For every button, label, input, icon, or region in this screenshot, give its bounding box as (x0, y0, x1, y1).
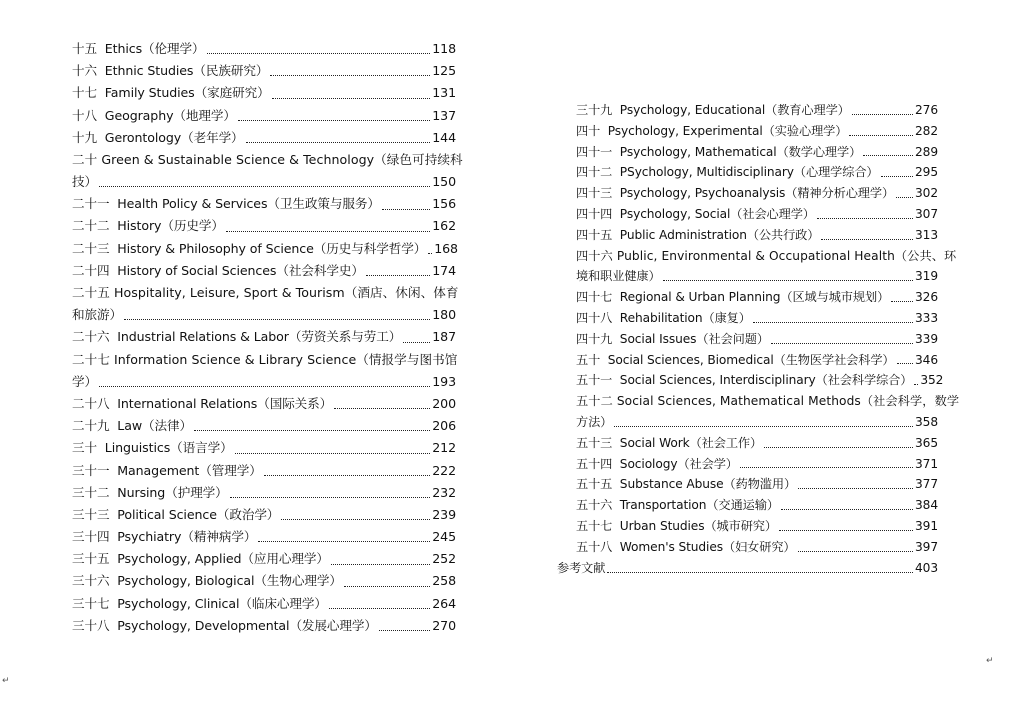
toc-entry-page-number: 245 (432, 529, 456, 545)
toc-entry-label: 四十八 Rehabilitation（康复） (576, 310, 751, 325)
toc-entry-page-number: 365 (915, 435, 938, 450)
toc-entry-page-number: 212 (432, 440, 456, 456)
toc-entry[interactable] (72, 193, 456, 215)
dot-leader (258, 541, 430, 542)
dot-leader (264, 475, 431, 476)
toc-entry[interactable] (72, 260, 456, 282)
toc-entry-page-number: 319 (915, 269, 938, 284)
toc-entry[interactable] (576, 350, 938, 371)
toc-entry-page-number: 384 (915, 498, 938, 513)
toc-entry-page-number: 403 (915, 561, 938, 575)
dot-leader (663, 280, 913, 281)
toc-entry-page-number: 289 (915, 144, 938, 159)
toc-entry-wrapped-line: 五十二 Social Sciences, Mathematical Methods（社会科学，数学 (576, 394, 960, 409)
dot-leader (798, 488, 913, 489)
toc-entry[interactable] (72, 304, 456, 326)
toc-entry-page-number: 302 (915, 186, 938, 201)
toc-entry-page-number: 307 (915, 206, 938, 221)
toc-entry-page-number: 200 (432, 395, 456, 411)
toc-entry-label: 五十四 Sociology（社会学） (576, 456, 738, 471)
toc-entry-label: 三十三 Political Science（政治学） (72, 506, 280, 522)
toc-entry-label: 三十一 Management（管理学） (72, 462, 262, 478)
toc-entry[interactable] (576, 308, 938, 329)
toc-entry[interactable] (576, 287, 938, 308)
dot-leader (99, 186, 430, 187)
toc-entry-label: 三十六 Psychology, Biological（生物心理学） (72, 573, 342, 589)
toc-entry-label: 方法） (576, 414, 613, 429)
toc-entry-page-number: 187 (432, 329, 456, 345)
toc-entry-label: 四十一 Psychology, Mathematical（数学心理学） (576, 144, 862, 159)
toc-entry[interactable] (576, 225, 938, 246)
toc-entry[interactable] (576, 474, 938, 495)
toc-entry-label: 五十一 Social Sciences, Interdisciplinary（社会科学综合） (576, 373, 913, 388)
toc-entry-page-number: 397 (915, 539, 938, 554)
dot-leader (821, 239, 913, 240)
dot-leader (379, 630, 430, 631)
toc-entry[interactable] (72, 393, 456, 415)
dot-leader (238, 120, 430, 121)
toc-entry-label: 技） (72, 174, 97, 190)
toc-entry-label: 五十六 Transportation（交通运输） (576, 498, 779, 513)
toc-entry-references[interactable] (557, 558, 938, 579)
toc-entry[interactable] (72, 326, 456, 348)
dot-leader (194, 430, 430, 431)
toc-entry-page-number: 313 (915, 227, 938, 242)
toc-entry-label: 三十八 Psychology, Developmental（发展心理学） (72, 617, 377, 633)
toc-entry[interactable] (72, 615, 456, 637)
dot-leader (281, 519, 430, 520)
toc-entry[interactable] (576, 121, 938, 142)
toc-entry-page-number: 162 (432, 218, 456, 234)
dot-leader (124, 319, 430, 320)
toc-entry-label: 十八 Geography（地理学） (72, 107, 236, 123)
toc-entry[interactable] (576, 537, 938, 558)
toc-entry-label: 境和职业健康） (576, 269, 661, 284)
toc-entry[interactable] (72, 526, 456, 548)
dot-leader (270, 75, 430, 76)
toc-entry-page-number: 131 (432, 85, 456, 101)
toc-entry-label: 五十五 Substance Abuse（药物滥用） (576, 477, 797, 492)
toc-entry-page-number: 174 (432, 262, 456, 278)
toc-entry[interactable] (576, 162, 938, 183)
dot-leader (235, 453, 431, 454)
toc-entry-page-number: 270 (432, 617, 456, 633)
toc-entry[interactable] (72, 171, 456, 193)
toc-entry-page-number: 352 (920, 373, 944, 388)
dot-leader (863, 155, 913, 156)
references-entry-container (557, 558, 938, 579)
toc-entry-page-number: 252 (432, 551, 456, 567)
dot-leader (914, 384, 918, 385)
toc-entry-wrapped-line: 四十六 Public, Environmental & Occupational Health（公共、环 (576, 248, 957, 263)
toc-entry[interactable] (576, 183, 938, 204)
toc-entry-page-number: 346 (915, 352, 938, 367)
dot-leader (207, 53, 431, 54)
toc-entry-page-number: 206 (432, 418, 456, 434)
dot-leader (740, 467, 913, 468)
dot-leader (798, 551, 914, 552)
toc-entry-page-number: 193 (432, 373, 456, 389)
toc-entry-page-number: 222 (432, 462, 456, 478)
dot-leader (99, 386, 430, 387)
toc-entry-page-number: 391 (915, 518, 938, 533)
toc-entry[interactable] (72, 460, 456, 482)
toc-entry-label: 二十二 History（历史学） (72, 218, 224, 234)
toc-entry-label: 二十一 Health Policy & Services（卫生政策与服务） (72, 196, 380, 212)
toc-entry-label: 四十三 Psychology, Psychoanalysis（精神分析心理学） (576, 186, 895, 201)
toc-entry-label: 学） (72, 373, 97, 389)
dot-leader (896, 197, 913, 198)
toc-entry[interactable] (72, 238, 456, 260)
dot-leader (781, 509, 913, 510)
dot-leader (246, 142, 431, 143)
toc-entry-label: 四十二 PSychology, Multidisciplinary（心理学综合） (576, 165, 879, 180)
toc-entry[interactable] (72, 482, 456, 504)
toc-entry[interactable] (72, 571, 456, 593)
toc-entry-label: 和旅游） (72, 307, 122, 323)
dot-leader (403, 342, 430, 343)
toc-entry[interactable] (576, 370, 944, 391)
dot-leader (891, 301, 913, 302)
dot-leader (817, 218, 913, 219)
dot-leader (230, 497, 431, 498)
toc-entry-page-number: 137 (432, 107, 456, 123)
toc-entry-label: 五十七 Urban Studies（城市研究） (576, 518, 777, 533)
toc-entry-label: 四十 Psychology, Experimental（实验心理学） (576, 123, 848, 138)
toc-entry-label: 十九 Gerontology（老年学） (72, 129, 244, 145)
dot-leader (852, 114, 913, 115)
dot-leader (344, 586, 430, 587)
toc-entry-label: 二十四 History of Social Sciences（社会科学史） (72, 262, 364, 278)
toc-entry[interactable] (72, 548, 456, 570)
paragraph-mark-icon: ↵ (2, 676, 10, 686)
toc-entry-page-number: 377 (915, 477, 938, 492)
toc-entry[interactable] (72, 371, 456, 393)
toc-entry[interactable] (576, 204, 938, 225)
toc-entry[interactable] (576, 329, 938, 350)
toc-entry-label: 四十七 Regional & Urban Planning（区域与城市规划） (576, 290, 890, 305)
toc-entry-label: 三十九 Psychology, Educational（教育心理学） (576, 103, 850, 117)
dot-leader (897, 363, 914, 364)
toc-entry[interactable] (72, 216, 456, 238)
toc-entry-page-number: 282 (915, 123, 938, 138)
toc-entry-label: 三十七 Psychology, Clinical（临床心理学） (72, 595, 327, 611)
toc-entry[interactable] (576, 142, 938, 163)
toc-entry-label: 十七 Family Studies（家庭研究） (72, 85, 270, 101)
dot-leader (614, 426, 913, 427)
toc-entry[interactable] (576, 266, 938, 287)
toc-entry-label: 四十五 Public Administration（公共行政） (576, 227, 820, 242)
toc-left-column (72, 38, 463, 637)
toc-entry[interactable] (72, 437, 456, 459)
toc-entry-label: 十五 Ethics（伦理学） (72, 40, 205, 56)
toc-entry[interactable] (72, 82, 456, 104)
toc-entry-wrapped-line: 二十五 Hospitality, Leisure, Sport & Tourism（酒店、休闲、体育 (72, 285, 459, 301)
dot-leader (764, 447, 913, 448)
toc-entry-label: 三十 Linguistics（语言学） (72, 440, 233, 456)
toc-entry[interactable] (72, 38, 456, 60)
toc-entry-page-number: 295 (915, 165, 938, 180)
toc-entry-page-number: 371 (915, 456, 938, 471)
toc-entry[interactable] (576, 495, 938, 516)
toc-entry[interactable] (72, 105, 456, 127)
dot-leader (771, 343, 913, 344)
dot-leader (329, 608, 430, 609)
toc-entry-page-number: 358 (915, 414, 938, 429)
toc-entry[interactable] (576, 454, 938, 475)
toc-entry-wrapped-line: 二十 Green & Sustainable Science & Technology（绿色可持续科 (72, 151, 463, 167)
toc-entry-page-number: 156 (432, 196, 456, 212)
toc-entry-label: 二十九 Law（法律） (72, 418, 192, 434)
dot-leader (272, 98, 431, 99)
dot-leader (881, 176, 914, 177)
dot-leader (428, 253, 432, 254)
toc-entry-page-number: 150 (432, 174, 456, 190)
dot-leader (334, 408, 430, 409)
dot-leader (849, 135, 913, 136)
toc-entry-label: 四十九 Social Issues（社会问题） (576, 331, 769, 346)
toc-entry-label: 五十三 Social Work（社会工作） (576, 435, 763, 450)
toc-entry[interactable] (72, 415, 456, 437)
toc-entry-label: 三十二 Nursing（护理学） (72, 484, 228, 500)
toc-entry-page-number: 168 (434, 240, 458, 256)
toc-entry-label: 二十三 History & Philosophy of Science（历史与科学哲学） (72, 240, 427, 256)
dot-leader (382, 209, 430, 210)
toc-entry-label: 二十六 Industrial Relations & Labor（劳资关系与劳工） (72, 329, 402, 345)
dot-leader (779, 530, 913, 531)
dot-leader (366, 275, 430, 276)
dot-leader (226, 231, 430, 232)
toc-entry-page-number: 144 (432, 129, 456, 145)
toc-entry-label: 二十八 International Relations（国际关系） (72, 395, 333, 411)
toc-entry-page-number: 326 (915, 290, 938, 305)
dot-leader (607, 572, 913, 573)
toc-entry-page-number: 118 (432, 40, 456, 56)
toc-entry-page-number: 258 (432, 573, 456, 589)
toc-entry-label: 十六 Ethnic Studies（民族研究） (72, 63, 269, 79)
toc-entry-label: 五十八 Women's Studies（妇女研究） (576, 539, 796, 554)
toc-entry[interactable] (72, 504, 456, 526)
paragraph-mark-icon: ↵ (986, 656, 994, 666)
toc-entry[interactable] (576, 412, 938, 433)
toc-entry-wrapped-line: 二十七 Information Science & Library Science（情报学与图书馆 (72, 351, 458, 367)
toc-entry[interactable] (72, 127, 456, 149)
toc-entry[interactable] (576, 433, 938, 454)
toc-entry-label: 参考文献 (557, 561, 606, 575)
toc-entry-label: 四十四 Psychology, Social（社会心理学） (576, 206, 815, 221)
toc-entry-page-number: 339 (915, 331, 938, 346)
toc-entry-page-number: 125 (432, 63, 456, 79)
toc-entry-label: 五十 Social Sciences, Biomedical（生物医学社会科学） (576, 352, 895, 367)
toc-entry-label: 三十五 Psychology, Applied（应用心理学） (72, 551, 329, 567)
toc-entry-page-number: 180 (432, 307, 456, 323)
toc-entry[interactable] (72, 593, 456, 615)
toc-entry-page-number: 239 (432, 506, 456, 522)
dot-leader (331, 564, 430, 565)
toc-entry-label: 三十四 Psychiatry（精神病学） (72, 529, 257, 545)
toc-entry-page-number: 264 (432, 595, 456, 611)
toc-entry[interactable] (576, 516, 938, 537)
toc-entry-page-number: 333 (915, 310, 938, 325)
toc-entry[interactable] (72, 60, 456, 82)
toc-right-column (576, 100, 960, 558)
toc-entry[interactable] (576, 100, 938, 121)
toc-entry-page-number: 232 (432, 484, 456, 500)
dot-leader (753, 322, 913, 323)
toc-entry-page-number: 276 (915, 103, 938, 117)
